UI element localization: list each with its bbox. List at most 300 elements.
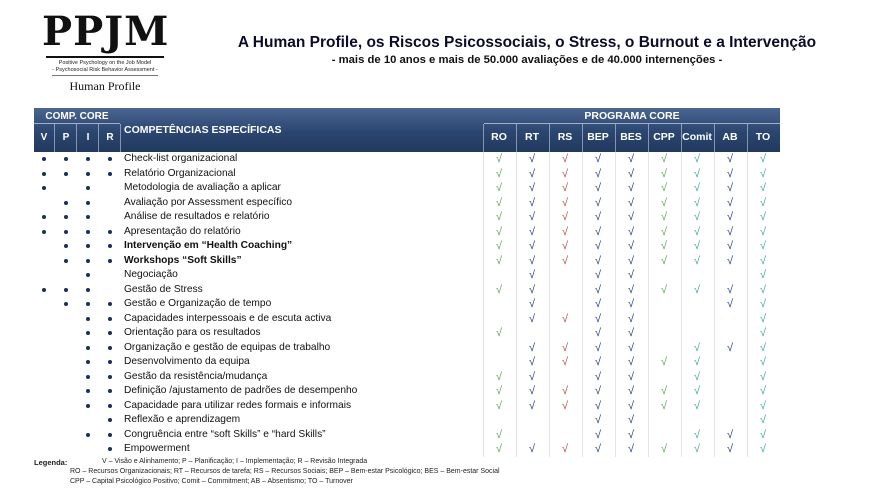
phase-dot: [108, 360, 112, 364]
check-mark: √: [561, 225, 569, 238]
check-mark: √: [693, 370, 701, 383]
check-mark: √: [561, 167, 569, 180]
header-column-divider: [648, 124, 649, 152]
check-mark: √: [594, 414, 602, 426]
program-header: AB: [722, 131, 738, 143]
program-header: CPP: [653, 131, 675, 143]
check-mark: √: [759, 153, 767, 165]
check-mark: √: [693, 341, 701, 354]
phase-dot: [64, 230, 68, 234]
check-mark: √: [660, 254, 668, 267]
competency-label: Reflexão e aprendizagem: [124, 414, 241, 425]
check-mark: √: [759, 399, 767, 412]
check-mark: √: [594, 428, 602, 441]
header-column-divider: [714, 124, 715, 152]
page-subtitle: - mais de 10 anos e mais de 50.000 avaliações e de 40.000 internenções -: [331, 54, 723, 66]
table-row: [34, 399, 780, 414]
grid-line: [681, 152, 682, 457]
check-mark: √: [528, 211, 536, 223]
check-mark: √: [528, 370, 536, 383]
phase-dot: [86, 259, 90, 263]
program-header: BES: [620, 131, 642, 143]
check-mark: √: [561, 254, 569, 267]
vpir-header: I: [86, 131, 90, 143]
phase-dot: [108, 433, 112, 437]
check-mark: √: [726, 225, 734, 238]
table-row: [34, 370, 780, 385]
logo-rule: [46, 56, 164, 58]
header-column-divider: [549, 124, 550, 152]
check-mark: √: [759, 225, 767, 238]
phase-dot: [108, 331, 112, 335]
check-mark: √: [594, 385, 602, 397]
header-column-divider: [120, 124, 121, 152]
phase-dot: [86, 389, 90, 393]
competency-label: Empowerment: [124, 443, 190, 454]
check-mark: √: [759, 443, 767, 455]
check-mark: √: [528, 298, 536, 310]
check-mark: √: [693, 399, 701, 412]
check-mark: √: [627, 211, 635, 223]
table-row: [34, 152, 780, 167]
competency-label: Metodologia de avaliação a aplicar: [124, 182, 281, 193]
check-mark: √: [495, 443, 503, 455]
legend-line-2: RO – Recursos Organizacionais; RT – Recursos de tarefa; RS – Recursos Sociais; BEP – Bem-estar Psicológico; BES – Bem-estar Social: [70, 468, 500, 475]
phase-dot: [108, 346, 112, 350]
program-header: BEP: [587, 131, 609, 143]
phase-dot: [64, 172, 68, 176]
check-mark: √: [627, 283, 635, 296]
check-mark: √: [759, 240, 767, 252]
check-mark: √: [495, 225, 503, 238]
check-mark: √: [594, 225, 602, 238]
phase-dot: [108, 447, 112, 451]
check-mark: √: [759, 254, 767, 267]
check-mark: √: [759, 269, 767, 281]
check-mark: √: [528, 283, 536, 296]
competency-label: Análise de resultados e relatório: [124, 211, 270, 222]
check-mark: √: [528, 182, 536, 194]
program-header: TO: [755, 131, 771, 143]
check-mark: √: [660, 153, 668, 165]
header-column-divider: [98, 124, 99, 152]
table-row: [34, 210, 780, 225]
check-mark: √: [693, 356, 701, 368]
header-column-divider: [582, 124, 583, 152]
competency-label: Gestão da resistência/mudança: [124, 370, 268, 382]
phase-dot: [108, 389, 112, 393]
phase-dot: [86, 360, 90, 364]
check-mark: √: [627, 385, 635, 397]
competency-label: Check-list organizacional: [124, 153, 238, 164]
check-mark: √: [627, 414, 635, 426]
check-mark: √: [561, 312, 569, 325]
phase-dot: [108, 302, 112, 306]
check-mark: √: [627, 370, 635, 383]
check-mark: √: [726, 196, 734, 209]
header-column-divider: [54, 124, 55, 152]
phase-dot: [42, 186, 46, 190]
check-mark: √: [660, 167, 668, 180]
check-mark: √: [627, 182, 635, 194]
check-mark: √: [627, 254, 635, 267]
competency-label: Avaliação por Assessment específico: [124, 196, 292, 208]
check-mark: √: [594, 269, 602, 281]
check-mark: √: [726, 341, 734, 354]
check-mark: √: [594, 399, 602, 412]
check-mark: √: [627, 240, 635, 252]
check-mark: √: [594, 327, 602, 339]
grid-line: [582, 152, 583, 457]
check-mark: √: [561, 399, 569, 412]
check-mark: √: [528, 225, 536, 238]
program-header: RT: [525, 131, 539, 143]
competency-label: Gestão e Organização de tempo: [124, 298, 272, 309]
header-column-divider: [615, 124, 616, 152]
check-mark: √: [594, 240, 602, 252]
phase-dot: [42, 230, 46, 234]
phase-dot: [86, 172, 90, 176]
table-row: [34, 225, 780, 240]
logo-tagline-2: - Psychosocial Risk Behavior Assessment -: [52, 66, 158, 73]
competency-label: Workshops “Soft Skills”: [124, 254, 242, 266]
check-mark: √: [660, 225, 668, 238]
vpir-header: P: [62, 131, 70, 143]
check-mark: √: [726, 298, 734, 310]
check-mark: √: [660, 240, 668, 252]
check-mark: √: [660, 399, 668, 412]
check-mark: √: [660, 196, 668, 209]
phase-dot: [64, 302, 68, 306]
check-mark: √: [495, 399, 503, 412]
grid-line: [714, 152, 715, 457]
check-mark: √: [759, 211, 767, 223]
competency-label: Desenvolvimento da equipa: [124, 356, 250, 367]
check-mark: √: [561, 153, 569, 165]
header-divider: [34, 123, 120, 124]
competency-label: Definição /ajustamento de padrões de desempenho: [124, 385, 358, 396]
check-mark: √: [594, 211, 602, 223]
check-mark: √: [594, 312, 602, 325]
check-mark: √: [528, 196, 536, 209]
table-row: [34, 312, 780, 327]
check-mark: √: [528, 312, 536, 325]
phase-dot: [42, 288, 46, 292]
phase-dot: [108, 404, 112, 408]
check-mark: √: [528, 254, 536, 267]
competency-label: Congruência entre “soft Skills” e “hard Skills”: [124, 428, 326, 440]
phase-dot: [86, 346, 90, 350]
comp-core-header: COMP. CORE: [45, 110, 109, 122]
phase-dot: [108, 244, 112, 248]
check-mark: √: [693, 153, 701, 165]
check-mark: √: [495, 370, 503, 383]
check-mark: √: [693, 196, 701, 209]
check-mark: √: [759, 428, 767, 441]
legend-line-3: CPP – Capital Psicológico Positivo; Comit – Commitment; AB – Absentismo; TO – Turnover: [70, 478, 353, 485]
check-mark: √: [495, 182, 503, 194]
competency-label: Gestão de Stress: [124, 283, 203, 295]
check-mark: √: [594, 254, 602, 267]
phase-dot: [108, 230, 112, 234]
check-mark: √: [726, 283, 734, 296]
table-row: [34, 254, 780, 269]
check-mark: √: [528, 385, 536, 397]
header-column-divider: [747, 124, 748, 152]
check-mark: √: [726, 153, 734, 165]
table-row: [34, 326, 780, 341]
grid-line: [483, 152, 484, 457]
check-mark: √: [627, 443, 635, 455]
check-mark: √: [594, 341, 602, 354]
check-mark: √: [594, 182, 602, 194]
header-divider: [484, 123, 780, 124]
check-mark: √: [627, 312, 635, 325]
phase-dot: [86, 317, 90, 321]
check-mark: √: [759, 298, 767, 310]
check-mark: √: [561, 341, 569, 354]
specific-competencies-header: COMPETÊNCIAS ESPECÍFICAS: [124, 124, 282, 136]
logo-tagline-1: Positive Psychology on the Job Model: [58, 60, 152, 66]
table-row: [34, 239, 780, 254]
check-mark: √: [627, 269, 635, 281]
check-mark: √: [594, 153, 602, 165]
check-mark: √: [693, 283, 701, 296]
program-header: RS: [557, 131, 573, 143]
check-mark: √: [495, 385, 503, 397]
check-mark: √: [660, 283, 668, 296]
check-mark: √: [627, 167, 635, 180]
check-mark: √: [627, 196, 635, 209]
grid-line: [549, 152, 550, 457]
check-mark: √: [561, 356, 569, 368]
check-mark: √: [495, 153, 503, 165]
table-row: [34, 297, 780, 312]
phase-dot: [86, 244, 90, 248]
check-mark: √: [528, 356, 536, 368]
check-mark: √: [561, 443, 569, 455]
check-mark: √: [660, 356, 668, 368]
check-mark: √: [660, 182, 668, 194]
competency-label: Apresentação do relatório: [124, 225, 241, 237]
check-mark: √: [528, 153, 536, 165]
phase-dot: [86, 331, 90, 335]
check-mark: √: [759, 196, 767, 209]
check-mark: √: [594, 283, 602, 296]
check-mark: √: [726, 443, 734, 455]
check-mark: √: [528, 443, 536, 455]
competency-label: Orientação para os resultados: [124, 327, 261, 338]
check-mark: √: [693, 385, 701, 397]
check-mark: √: [660, 443, 668, 455]
table-body: [34, 152, 780, 457]
check-mark: √: [627, 153, 635, 165]
check-mark: √: [726, 240, 734, 252]
phase-dot: [86, 302, 90, 306]
phase-dot: [64, 157, 68, 161]
phase-dot: [42, 172, 46, 176]
phase-dot: [86, 157, 90, 161]
check-mark: √: [528, 269, 536, 281]
table-row: [34, 413, 780, 428]
phase-dot: [42, 215, 46, 219]
check-mark: √: [627, 225, 635, 238]
phase-dot: [108, 375, 112, 379]
check-mark: √: [561, 196, 569, 209]
check-mark: √: [726, 211, 734, 223]
check-mark: √: [726, 254, 734, 267]
phase-dot: [64, 215, 68, 219]
phase-dot: [86, 273, 90, 277]
phase-dot: [86, 433, 90, 437]
legend-line-1: V – Visão e Alinhamento; P – Planificação; I – Implementação; R – Revisão Integrada: [102, 458, 368, 465]
check-mark: √: [693, 254, 701, 267]
phase-dot: [86, 215, 90, 219]
check-mark: √: [759, 327, 767, 339]
grid-line: [516, 152, 517, 457]
phase-dot: [108, 157, 112, 161]
page-title: A Human Profile, os Riscos Psicossociais, o Stress, o Burnout e a Intervenção: [237, 34, 817, 51]
competency-label: Negociação: [124, 269, 178, 280]
phase-dot: [108, 172, 112, 176]
table-row: [34, 196, 780, 211]
check-mark: √: [726, 182, 734, 194]
check-mark: √: [693, 240, 701, 252]
check-mark: √: [594, 370, 602, 383]
table-row: [34, 283, 780, 298]
check-mark: √: [660, 211, 668, 223]
check-mark: √: [594, 356, 602, 368]
program-header: Comit: [682, 131, 712, 143]
header-column-divider: [76, 124, 77, 152]
check-mark: √: [528, 167, 536, 180]
phase-dot: [64, 201, 68, 205]
check-mark: √: [759, 385, 767, 397]
check-mark: √: [495, 211, 503, 223]
table-row: [34, 268, 780, 283]
table-row: [34, 428, 780, 443]
check-mark: √: [693, 225, 701, 238]
check-mark: √: [495, 240, 503, 252]
phase-dot: [108, 418, 112, 422]
phase-dot: [86, 201, 90, 205]
check-mark: √: [528, 399, 536, 412]
ppjm-logo: [42, 10, 168, 98]
vpir-header: R: [106, 131, 114, 143]
check-mark: √: [561, 211, 569, 223]
check-mark: √: [759, 370, 767, 383]
phase-dot: [86, 404, 90, 408]
check-mark: √: [495, 196, 503, 209]
phase-dot: [64, 288, 68, 292]
check-mark: √: [528, 341, 536, 354]
check-mark: √: [528, 240, 536, 252]
check-mark: √: [759, 356, 767, 368]
check-mark: √: [627, 327, 635, 339]
check-mark: √: [495, 327, 503, 339]
grid-line: [615, 152, 616, 457]
check-mark: √: [627, 428, 635, 441]
phase-dot: [86, 230, 90, 234]
phase-dot: [64, 244, 68, 248]
logo-rule-2: [52, 75, 158, 76]
phase-dot: [86, 288, 90, 292]
competencies-table: [34, 108, 780, 457]
check-mark: √: [660, 385, 668, 397]
logo-subtitle: Human Profile: [69, 79, 141, 93]
check-mark: √: [594, 298, 602, 310]
phase-dot: [42, 157, 46, 161]
legend-title: Legenda:: [34, 458, 68, 467]
competency-label: Relatório Organizacional: [124, 167, 236, 179]
table-row: [34, 181, 780, 196]
header-column-divider: [483, 124, 484, 152]
table-row: [34, 341, 780, 356]
grid-line: [648, 152, 649, 457]
check-mark: √: [693, 211, 701, 223]
check-mark: √: [594, 443, 602, 455]
check-mark: √: [561, 240, 569, 252]
check-mark: √: [759, 182, 767, 194]
competency-label: Intervenção em “Health Coaching”: [124, 240, 293, 251]
check-mark: √: [693, 428, 701, 441]
check-mark: √: [627, 356, 635, 368]
check-mark: √: [759, 283, 767, 296]
competency-label: Organização e gestão de equipas de trabalho: [124, 341, 331, 353]
table-header: [34, 108, 780, 152]
header-column-divider: [516, 124, 517, 152]
check-mark: √: [693, 182, 701, 194]
check-mark: √: [726, 428, 734, 441]
check-mark: √: [759, 167, 767, 180]
phase-dot: [108, 317, 112, 321]
program-header: RO: [491, 131, 507, 143]
check-mark: √: [693, 443, 701, 455]
check-mark: √: [693, 167, 701, 180]
check-mark: √: [759, 414, 767, 426]
table-row: [34, 442, 780, 457]
grid-line: [747, 152, 748, 457]
check-mark: √: [627, 399, 635, 412]
check-mark: √: [759, 312, 767, 325]
check-mark: √: [561, 385, 569, 397]
check-mark: √: [495, 254, 503, 267]
header-column-divider: [681, 124, 682, 152]
logo-mark: PPJM: [42, 8, 170, 55]
phase-dot: [108, 259, 112, 263]
check-mark: √: [594, 167, 602, 180]
check-mark: √: [495, 283, 503, 296]
phase-dot: [64, 259, 68, 263]
programa-core-header: PROGRAMA CORE: [584, 110, 680, 122]
phase-dot: [86, 186, 90, 190]
check-mark: √: [627, 341, 635, 354]
competency-label: Capacidades interpessoais e de escuta activa: [124, 312, 332, 324]
check-mark: √: [594, 196, 602, 209]
table-row: [34, 167, 780, 182]
check-mark: √: [627, 298, 635, 310]
check-mark: √: [726, 167, 734, 180]
vpir-header: V: [40, 131, 48, 143]
competency-label: Capacidade para utilizar redes formais e informais: [124, 399, 352, 411]
check-mark: √: [495, 167, 503, 180]
check-mark: √: [495, 428, 503, 441]
table-row: [34, 355, 780, 370]
table-row: [34, 384, 780, 399]
phase-dot: [86, 375, 90, 379]
check-mark: √: [561, 182, 569, 194]
check-mark: √: [759, 341, 767, 354]
